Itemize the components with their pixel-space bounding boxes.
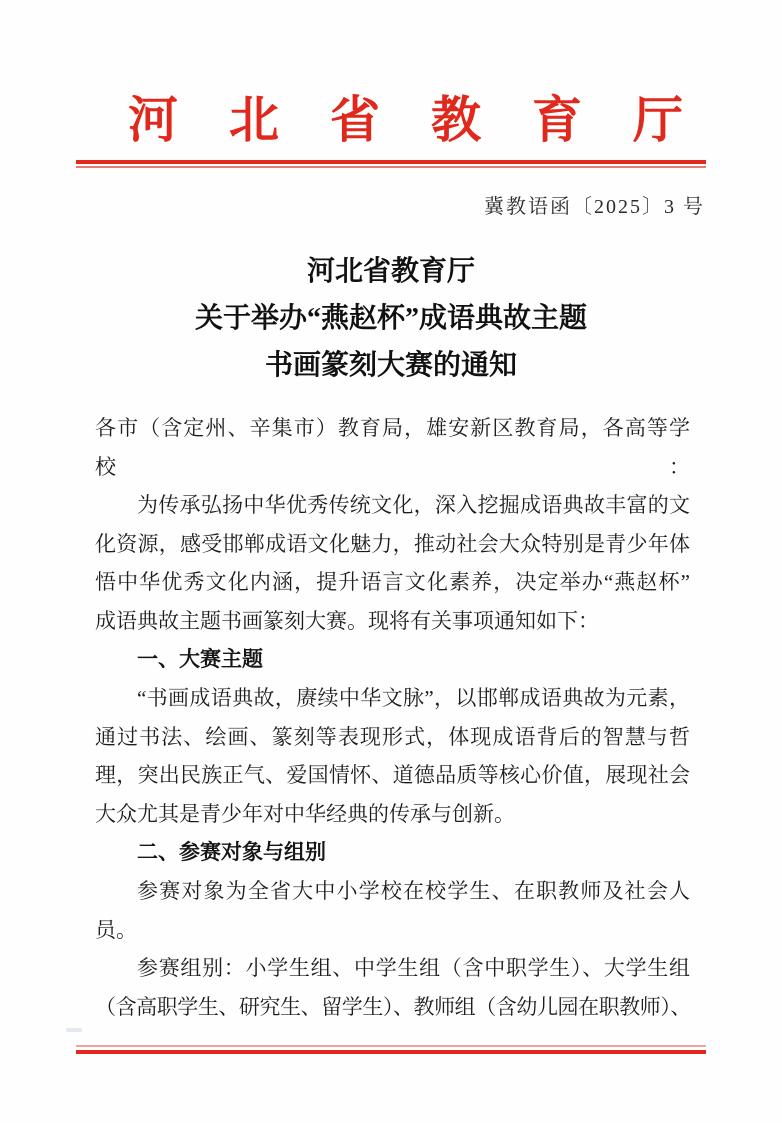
body-line: 理，突出民族正气、爱国情怀、道德品质等核心价值，展现社会 (95, 763, 690, 788)
body-line: 参赛组别：小学生组、中学生组（含中职学生）、大学生组 (137, 956, 690, 981)
body-line: 悟中华优秀文化内涵，提升语言文化素养，决定举办“燕赵杯” (95, 570, 690, 595)
salutation-line: 各市（含定州、辛集市）教育局，雄安新区教育局，各高等学校： (95, 416, 690, 479)
body-line: 成语典故主题书画篆刻大赛。现将有关事项通知如下： (95, 608, 599, 633)
document-body (95, 409, 690, 1027)
document-reference-number: 冀教语函〔2025〕3 号 (484, 196, 705, 218)
body-line: 为传承弘扬中华优秀传统文化，深入挖掘成语典故丰富的文 (137, 493, 690, 518)
document-title-line-2: 关于举办“燕赵杯”成语典故主题 (194, 303, 587, 334)
scan-artifact (66, 1028, 82, 1032)
body-line: （含高职学生、研究生、留学生）、教师组（含幼儿园在职教师）、 (95, 994, 690, 1019)
body-line: 通过书法、绘画、篆刻等表现形式，体现成语背后的智慧与哲 (95, 724, 690, 749)
page-bottom-rule-thick (76, 1050, 706, 1054)
letterhead-rule-thick (76, 160, 706, 164)
document-title (0, 248, 782, 389)
letterhead-rule-thin (76, 166, 706, 168)
body-line: 参赛对象为全省大中小学校在校学生、在职教师及社会人 (137, 879, 690, 904)
section-heading-1: 一、大赛主题 (137, 647, 263, 671)
body-line: 化资源，感受邯郸成语文化魅力，推动社会大众特别是青少年体 (95, 531, 690, 556)
section-heading-2: 二、参赛对象与组别 (137, 840, 326, 864)
letterhead-org-name: 河北省教育厅 (128, 92, 734, 148)
body-line: 员。 (95, 917, 137, 942)
document-title-line-3: 书画篆刻大赛的通知 (264, 350, 517, 381)
body-line: “书画成语典故，赓续中华文脉”，以邯郸成语典故为元素， (137, 686, 690, 711)
page-bottom-rule-thin (76, 1045, 706, 1047)
body-line: 大众尤其是青少年对中华经典的传承与创新。 (95, 801, 515, 826)
document-title-line-1: 河北省教育厅 (306, 256, 475, 287)
